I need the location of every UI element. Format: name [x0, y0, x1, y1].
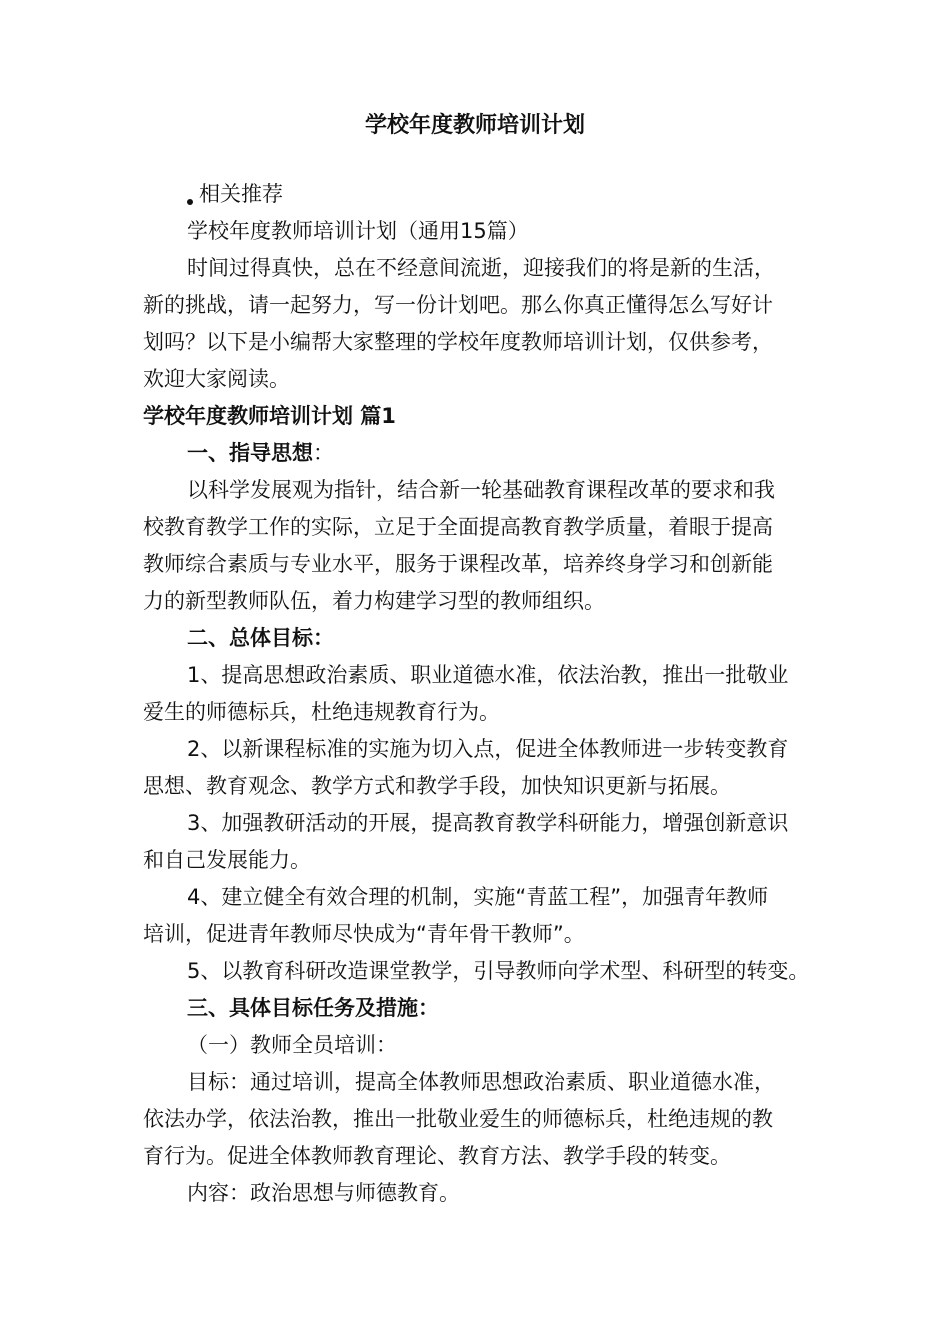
paragraph-line: 校教育教学工作的实际，立足于全面提高教育教学质量，着眼于提高 — [143, 515, 773, 539]
section-heading: 学校年度教师培训计划 篇1 — [143, 404, 396, 428]
intro-line: 时间过得真快，总在不经意间流逝，迎接我们的将是新的生活， — [187, 256, 775, 280]
intro-line: 划吗？以下是小编帮大家整理的学校年度教师培训计划，仅供参考， — [143, 330, 773, 354]
document-title: 学校年度教师培训计划 — [364, 113, 585, 138]
intro-line: 欢迎大家阅读。 — [143, 367, 290, 391]
goal-line: 和自己发展能力。 — [143, 848, 311, 872]
target-line: 依法办学，依法治教，推出一批敬业爱生的师德标兵，杜绝违规的教 — [143, 1107, 773, 1131]
goal-line: 4、建立健全有效合理的机制，实施“青蓝工程”，加强青年教师 — [187, 885, 769, 909]
goal-line: 5、以教育科研改造课堂教学，引导教师向学术型、科研型的转变。 — [187, 959, 810, 983]
bullet-icon — [187, 199, 193, 205]
content-line: 内容：政治思想与师德教育。 — [187, 1181, 460, 1205]
heading-overall-goals: 二、总体目标： — [187, 626, 334, 650]
paragraph-line: 以科学发展观为指针，结合新一轮基础教育课程改革的要求和我 — [187, 478, 775, 502]
heading-guiding-ideology — [143, 435, 823, 472]
document-body — [143, 176, 823, 1212]
goal-line: 思想、教育观念、教学方式和教学手段，加快知识更新与拓展。 — [143, 774, 731, 798]
paragraph-line: 力的新型教师队伍，着力构建学习型的教师组织。 — [143, 589, 605, 613]
goal-line: 1、提高思想政治素质、职业道德水准，依法治教，推出一批敬业 — [187, 663, 789, 687]
related-recommendations — [143, 176, 823, 213]
goal-line: 3、加强教研活动的开展，提高教育教学科研能力，增强创新意识 — [187, 811, 789, 835]
heading-text: 一、指导思想 — [187, 441, 313, 465]
intro-line: 新的挑战，请一起努力，写一份计划吧。那么你真正懂得怎么写好计 — [143, 293, 773, 317]
goal-line: 2、以新课程标准的实施为切入点，促进全体教师进一步转变教育 — [187, 737, 789, 761]
heading-specific-tasks: 三、具体目标任务及措施： — [187, 996, 439, 1020]
paragraph-line: 教师综合素质与专业水平，服务于课程改革，培养终身学习和创新能 — [143, 552, 773, 576]
goal-line: 培训，促进青年教师尽快成为“青年骨干教师”。 — [143, 922, 585, 946]
heading-colon: ： — [313, 441, 334, 465]
goal-line: 爱生的师德标兵，杜绝违规教育行为。 — [143, 700, 500, 724]
subtitle: 学校年度教师培训计划（通用15篇） — [187, 219, 529, 243]
target-line: 育行为。促进全体教师教育理论、教育方法、教学手段的转变。 — [143, 1144, 731, 1168]
target-line: 目标：通过培训，提高全体教师思想政治素质、职业道德水准， — [187, 1070, 775, 1094]
related-label: 相关推荐 — [199, 182, 283, 206]
subheading-all-staff-training: （一）教师全员培训： — [187, 1033, 397, 1057]
